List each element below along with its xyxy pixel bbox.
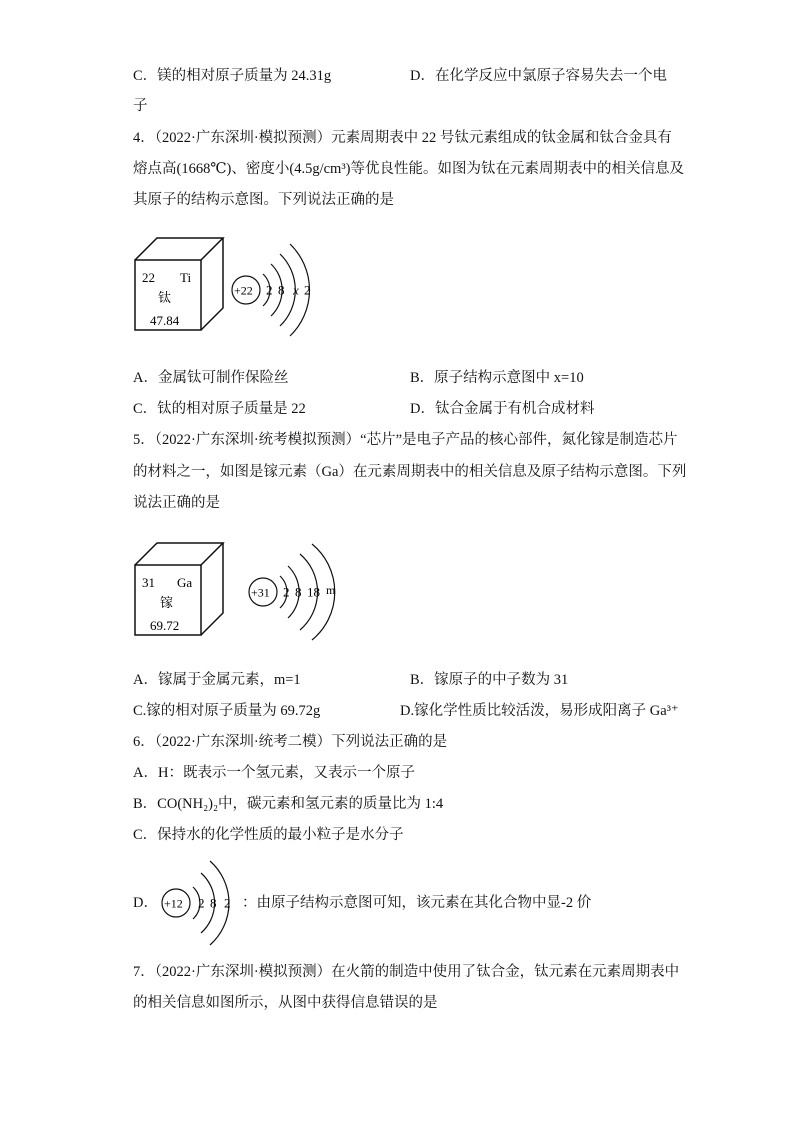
q5-stem-line1: 5．（2022·广东深圳·统考模拟预测）“芯片”是电子产品的核心部件，氮化镓是制造芯片 xyxy=(133,432,678,448)
q3-option-d: D．在化学反应中氯原子容易失去一个电 xyxy=(410,68,667,84)
q5-shell-4: m xyxy=(326,583,336,597)
q5-stem-line2: 的材料之一，如图是镓元素（Ga）在元素周期表中的相关信息及原子结构示意图。下列 xyxy=(133,464,687,480)
q6-option-a: A．H：既表示一个氢元素，又表示一个原子 xyxy=(133,765,415,781)
q6-shell-3: 2 xyxy=(224,895,231,911)
q6-option-c: C．保持水的化学性质的最小粒子是水分子 xyxy=(133,827,404,843)
q5-option-c: C.镓的相对原子质量为 69.72g xyxy=(133,703,321,719)
q4-atomic-mass: 47.84 xyxy=(150,313,180,328)
q4-nucleus: +22 xyxy=(234,283,253,298)
q4-option-c: C．钛的相对原子质量是 22 xyxy=(133,401,306,417)
q6-shell-1: 2 xyxy=(198,895,205,911)
q3-option-d-wrap: 子 xyxy=(133,98,148,114)
q6-option-d-atom-diagram xyxy=(158,855,248,950)
q4-shell-4: 2 xyxy=(304,282,311,298)
q5-shell-1: 2 xyxy=(283,584,290,600)
q4-shell-1: 2 xyxy=(266,282,273,298)
q6-stem: 6．（2022·广东深圳·统考二模）下列说法正确的是 xyxy=(133,734,448,750)
q7-stem-line2: 的相关信息如图所示，从图中获得信息错误的是 xyxy=(133,995,438,1011)
q4-stem-line2: 熔点高(1668℃)、密度小(4.5g/cm³)等优良性能。如图为钛在元素周期表中的相关信息及 xyxy=(133,161,684,177)
q5-option-b: B．镓原子的中子数为 31 xyxy=(410,672,569,688)
q4-stem-line1: 4．（2022·广东深圳·模拟预测）元素周期表中 22 号钛元素组成的钛金属和钛合金具有 xyxy=(133,130,672,146)
q5-shell-2: 8 xyxy=(295,584,302,600)
q5-atomic-mass: 69.72 xyxy=(150,618,180,633)
q6-nucleus: +12 xyxy=(164,896,183,911)
q6-option-b: B．CO(NH₂)₂中，碳元素和氢元素的质量比为 1:4 xyxy=(133,796,444,812)
q4-option-a: A．金属钛可制作保险丝 xyxy=(133,370,289,386)
q5-atomic-number: 31 xyxy=(142,575,155,590)
q5-stem-line3: 说法正确的是 xyxy=(133,495,220,511)
q4-option-b: B．原子结构示意图中 x=10 xyxy=(410,370,584,386)
q5-element-name: 镓 xyxy=(160,595,174,610)
q6-option-d-text: ：由原子结构示意图可知，该元素在其化合物中显-2 价 xyxy=(242,895,592,911)
q5-shell-3: 18 xyxy=(307,584,320,600)
q5-gallium-figure xyxy=(130,535,350,645)
q5-nucleus: +31 xyxy=(251,585,270,600)
q5-option-d: D.镓化学性质比较活泼，易形成阳离子 Ga³⁺ xyxy=(400,703,679,719)
q5-symbol: Ga xyxy=(177,575,193,590)
q6-shell-2: 8 xyxy=(210,895,217,911)
q4-shell-3: x xyxy=(293,282,299,298)
q4-element-name: 钛 xyxy=(158,290,172,305)
q6-option-d-label: D． xyxy=(133,895,158,911)
q4-stem-line3: 其原子的结构示意图。下列说法正确的是 xyxy=(133,192,394,208)
q4-shell-2: 8 xyxy=(278,282,285,298)
q4-atomic-number: 22 xyxy=(142,270,155,285)
q5-option-a: A．镓属于金属元素，m=1 xyxy=(133,672,301,688)
q4-titanium-figure xyxy=(130,230,330,340)
q4-option-d: D．钛合金属于有机合成材料 xyxy=(410,401,595,417)
q3-option-c: C．镁的相对原子质量为 24.31g xyxy=(133,68,332,84)
q4-symbol: Ti xyxy=(180,270,192,285)
q7-stem-line1: 7．（2022·广东深圳·模拟预测）在火箭的制造中使用了钛合金，钛元素在元素周期表中 xyxy=(133,964,680,980)
